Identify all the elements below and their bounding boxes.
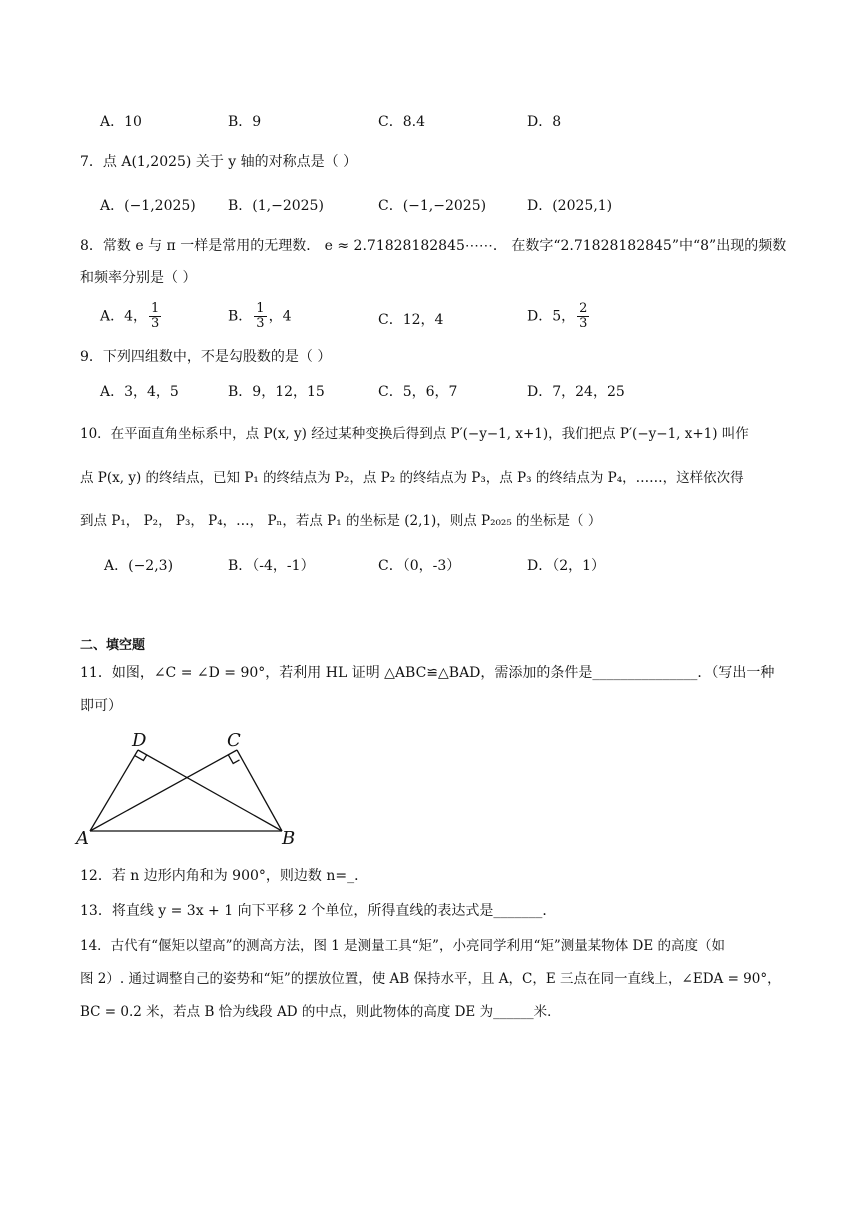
q9-option-a: A．3，4，5 <box>100 384 179 400</box>
q6-option-a: A．10 <box>100 114 142 130</box>
right-angle-mark-d <box>135 755 147 761</box>
q10-option-a: A．(−2,3) <box>104 558 174 574</box>
q8-option-b-label: B． <box>228 308 253 325</box>
q8-option-b-denominator: 3 <box>256 316 265 331</box>
right-angle-mark-c <box>228 755 239 764</box>
q8-stem-line2: 和频率分别是（ ） <box>80 270 197 286</box>
label-b: B <box>282 828 296 849</box>
label-d: D <box>132 730 147 751</box>
q11-stem-line2: 即可） <box>80 698 122 714</box>
q7-stem: 7．点 A(1,2025) 关于 y 轴的对称点是（ ） <box>80 154 358 170</box>
q8-option-b-fraction <box>254 302 266 331</box>
q10-option-b: B．（-4，-1） <box>228 558 315 574</box>
q8-option-d-numerator: 2 <box>579 301 588 316</box>
q8-option-c: C．12，4 <box>378 312 444 328</box>
q13-stem: 13．将直线 y = 3x + 1 向下平移 2 个单位，所得直线的表达式是_______． <box>80 903 557 919</box>
q6-option-b: B．9 <box>228 114 262 130</box>
q9-option-b: B．9，12，15 <box>228 384 325 400</box>
segment-db <box>138 750 282 831</box>
q8-option-a-numerator: 1 <box>151 301 160 316</box>
q11-stem-line1: 11．如图，∠C = ∠D = 90°，若利用 HL 证明 △ABC≌△BAD，需添加的条件是_______________．（写出一种 <box>80 665 775 681</box>
q9-option-d: D．7，24，25 <box>527 384 625 400</box>
q8-option-a-label: A．4， <box>100 308 148 325</box>
q10-stem-line2: 点 P(x, y) 的终结点，已知 P₁ 的终结点为 P₂，点 P₂ 的终结点为 P₃，点 P₃ 的终结点为 P₄，……，这样依次得 <box>80 470 744 486</box>
q8-stem-line1: 8．常数 e 与 π 一样是常用的无理数． e ≈ 2.71828182845⋯⋯． 在数字“2.71828182845”中“8”出现的频数 <box>80 238 787 254</box>
q14-stem-line1: 14．古代有“偃矩以望高”的测高方法，图 1 是测量工具“矩”，小亮同学利用“矩”测量某物体 DE 的高度（如 <box>80 938 726 954</box>
q8-option-d-label: D．5， <box>527 308 576 325</box>
q7-option-c: C．(−1,−2025) <box>378 198 487 214</box>
q7-option-b: B．(1,−2025) <box>228 198 324 214</box>
q8-option-d <box>527 302 591 331</box>
q8-option-d-fraction <box>577 302 589 331</box>
q6-option-d: D．8 <box>527 114 562 130</box>
q10-option-c: C．（0，-3） <box>378 558 461 574</box>
q8-option-a-fraction <box>149 302 161 331</box>
q10-option-d: D．（2，1） <box>527 558 606 574</box>
segment-ac <box>90 750 237 831</box>
section-heading-fill-in: 二、填空题 <box>80 638 146 653</box>
q12-stem: 12．若 n 边形内角和为 900°，则边数 n=_． <box>80 868 369 884</box>
q8-option-b <box>228 302 292 331</box>
q9-option-c: C．5，6，7 <box>378 384 458 400</box>
q8-option-d-denominator: 3 <box>579 316 588 331</box>
q10-stem-line3: 到点 P₁， P₂， P₃， P₄，…， Pₙ，若点 P₁ 的坐标是 (2,1)，则点 P₂₀₂₅ 的坐标是（ ） <box>80 513 602 529</box>
q8-option-a <box>100 302 163 331</box>
label-c: C <box>227 730 241 751</box>
q7-option-a: A．(−1,2025) <box>100 198 196 214</box>
q7-option-d: D．(2025,1) <box>527 198 613 214</box>
q8-option-b-tail: ，4 <box>268 308 292 325</box>
q10-stem-line1: 10．在平面直角坐标系中，点 P(x, y) 经过某种变换后得到点 P′(−y−1, x+1)，我们把点 P′(−y−1, x+1) 叫作 <box>80 426 749 442</box>
q9-stem: 9．下列四组数中，不是勾股数的是（ ） <box>80 349 332 365</box>
segment-ad <box>90 750 138 831</box>
q14-stem-line3: BC = 0.2 米，若点 B 恰为线段 AD 的中点，则此物体的高度 DE 为______米． <box>80 1004 561 1020</box>
q8-option-a-denominator: 3 <box>151 316 160 331</box>
q6-option-c: C．8.4 <box>378 114 425 130</box>
label-a: A <box>76 828 89 849</box>
q8-option-b-numerator: 1 <box>256 301 265 316</box>
q14-stem-line2: 图 2）. 通过调整自己的姿势和“矩”的摆放位置，使 AB 保持水平，且 A，C，E 三点在同一直线上，∠EDA = 90°， <box>80 971 781 987</box>
q11-triangle-figure <box>74 728 304 850</box>
